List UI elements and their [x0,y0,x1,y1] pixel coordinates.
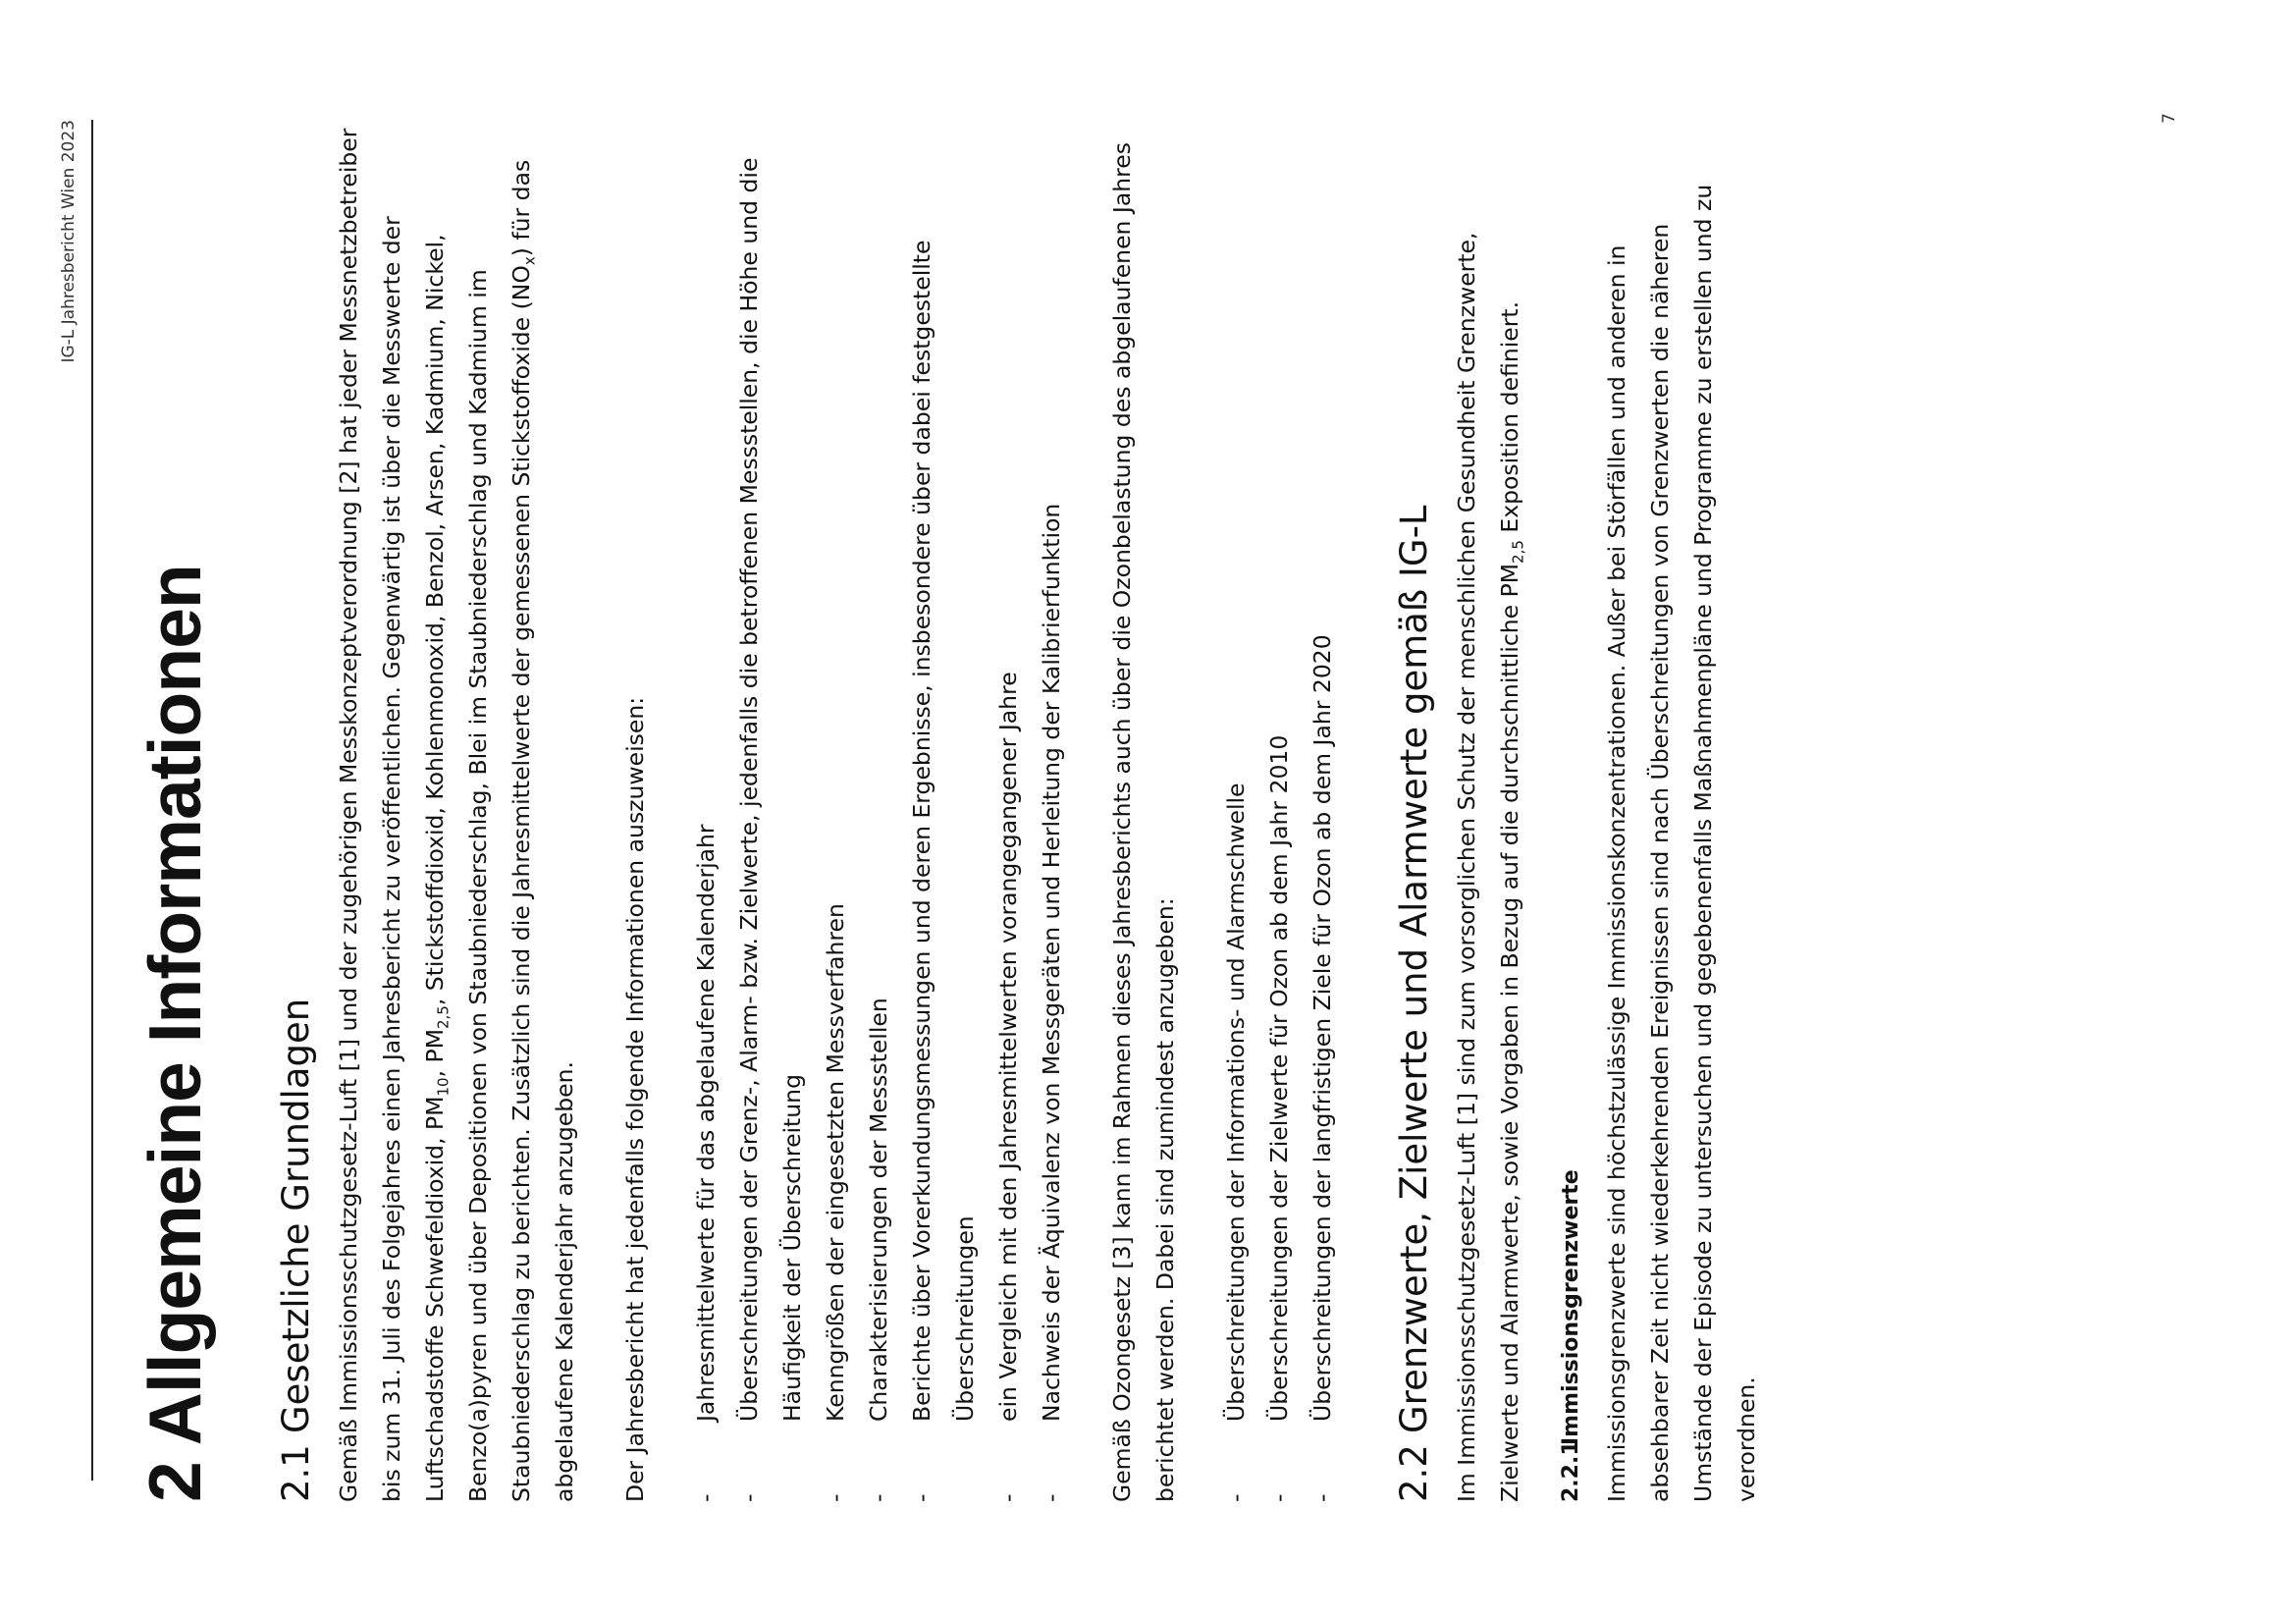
section-heading-2-1 [275,118,317,1502]
list-item: - Nachweis der Äquivalenz von Messgeräten und Herleitung der Kalibrierfunktion [1030,118,1073,1422]
list-item: - Überschreitungen der Grenz-, Alarm- bzw. Zielwerte, jedenfalls die betroffenen Messstellen, die Höhe und die Häufigkeit der Überschreitung [727,118,814,1422]
ozone-list [1214,118,1344,1502]
list-item: - Kenngrößen der eingesetzten Messverfahren [814,118,857,1422]
text-run: ) für das abgelaufene Kalenderjahr anzugeben. [507,159,578,1502]
list-item: - Überschreitungen der Informations- und Alarmschwelle [1214,118,1257,1422]
list-item: - ein Vergleich mit den Jahresmittelwerten vorangegangener Jahre [987,118,1030,1422]
subsection-heading-2-2-1 [1559,118,1583,1502]
section-number: 2.1 [275,1444,317,1502]
text-run: Im Immissionsschutzgesetz-Luft [1] sind zum vorsorglichen Schutz der menschlichen Gesundheit Grenzwerte, Zielwerte und Alarmwerte, sowie Vorgaben in Bezug auf die durchschnittliche PM [1453,232,1523,1502]
text-run: , PM [421,1029,449,1078]
section-number: 2.2 [1393,1444,1435,1502]
subscript: 10 [434,1077,453,1097]
running-header: IG-L Jahresbericht Wien 2023 [59,120,79,363]
requirements-list [684,118,1073,1502]
section-title: Gesetzliche Grundlagen [275,998,317,1433]
subsection-title: Immissionsgrenzwerte [1559,1169,1583,1445]
page-number: 7 [2160,113,2179,124]
list-item: - Überschreitungen der langfristigen Ziele für Ozon ab dem Jahr 2020 [1301,118,1344,1422]
paragraph-limit-values [1445,118,1531,1502]
header-rule [91,120,93,1481]
subscript: x [520,256,539,266]
section-heading-2-2 [1393,118,1435,1502]
list-item: - Jahresmittelwerte für das abgelaufene Kalenderjahr [684,118,727,1422]
paragraph-immission-limits: Immissionsgrenzwerte sind höchstzulässige Immissionskonzentrationen. Außer bei Störfällen und anderen in absehbarer Zeit nicht wiederkehrenden Ereignissen sind nach Überschreitungen von Grenzwerten die näheren Umstände der Episode zu untersuchen und gegebenenfalls Maßnahmenpläne und Programme zu erstellen und zu verordnen. [1603,184,1760,1502]
list-item: - Charakterisierungen der Messstellen [857,118,900,1422]
text-run: Gemäß Immissionsschutzgesetz-Luft [1] und der zugehörigen Messkonzeptverordnung [2] hat jeder Messnetzbetreiber bis zum 31. Juli des Folgejahres einen Jahresbericht zu veröffentlichen. Gegenwärtig ist über die Messwerte der Luftschadstoffe Schwefeldioxid, PM [335,128,449,1502]
paragraph-report-requirements: Der Jahresbericht hat jedenfalls folgende Informationen auszuweisen: [621,696,649,1502]
subscript: 2,5 [1509,540,1527,564]
paragraph-ozone-law: Gemäß Ozongesetz [3] kann im Rahmen dieses Jahresberichts auch über die Ozonbelastung des abgelaufenen Jahres berichtet werden. Dabei sind zumindest anzugeben: [1108,142,1179,1502]
subsection-number: 2.2.1 [1559,1440,1583,1502]
section-title: Grenzwerte, Zielwerte und Alarmwerte gemäß IG-L [1393,505,1435,1433]
list-item: - Berichte über Vorerkundungsmessungen und deren Ergebnisse, insbesondere über dabei festgestellte Überschreitungen [900,118,987,1422]
chapter-title: 2 Allgemeine Informationen [133,565,216,1502]
paragraph-legal-basis [327,118,586,1502]
text-run: Exposition definiert. [1496,300,1523,541]
list-item: - Überschreitungen der Zielwerte für Ozon ab dem Jahr 2010 [1257,118,1301,1422]
main-content [275,118,1768,1502]
subscript: 2,5 [434,1005,453,1030]
text-run: , Stickstoffdioxid, Kohlenmonoxid, Benzol, Arsen, Kadmium, Nickel, Benzo(a)pyren und über Depositionen von Staubniederschlag, Blei im Staubniederschlag und Kadmium im Staubniederschlag zu berichten. Zusätzlich sind die Jahresmittelwerte der gemessenen Stickstoffoxide (NO [421,234,535,1502]
